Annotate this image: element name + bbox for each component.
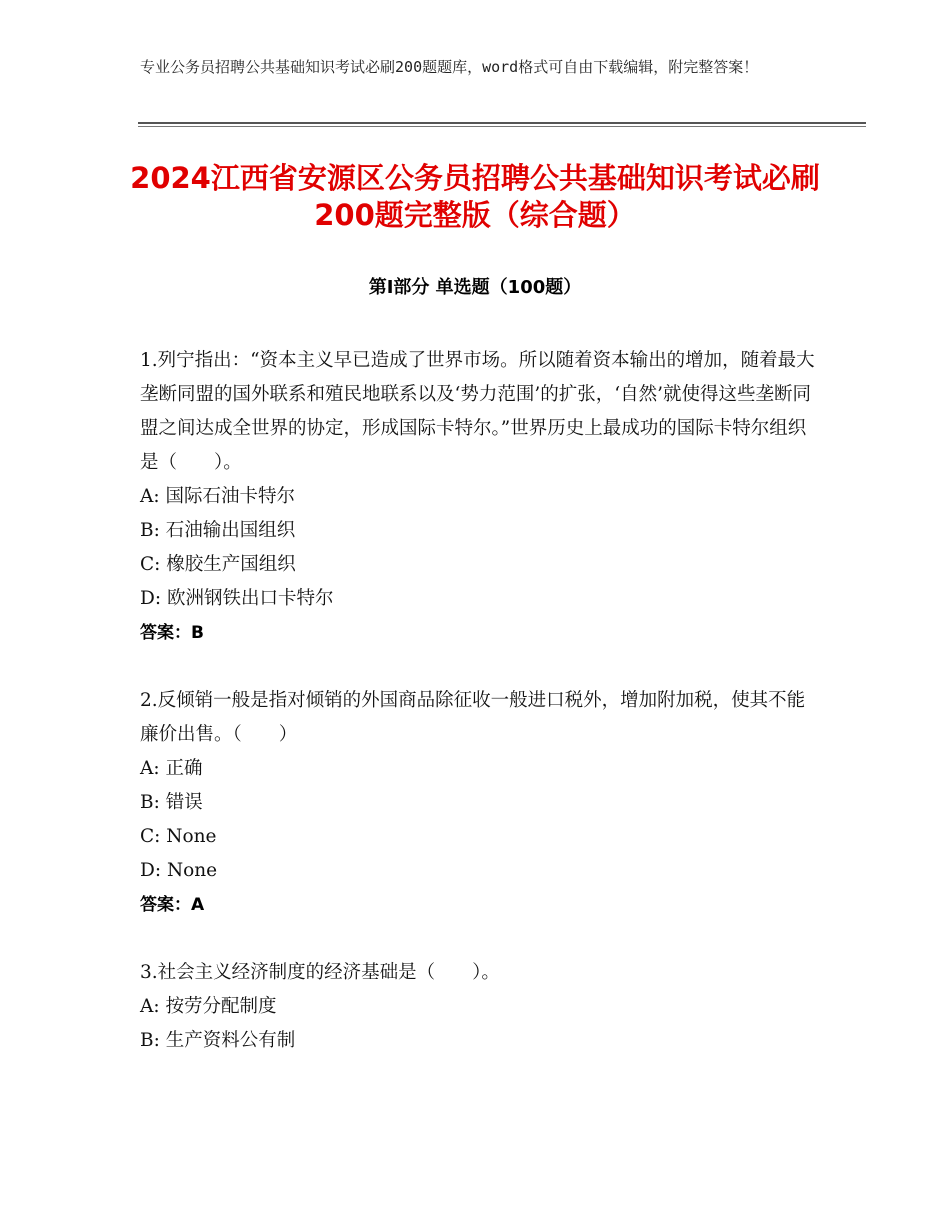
option-c: C: 橡胶生产国组织 [140, 554, 296, 575]
question-stem: 3.社会主义经济制度的经济基础是（ ）。 [140, 962, 500, 983]
option-b: B: 石油输出国组织 [140, 520, 296, 541]
answer: 答案：A [140, 895, 205, 915]
option-a: A: 按劳分配制度 [140, 996, 277, 1017]
question-list [140, 344, 820, 1092]
option-a: A: 正确 [140, 758, 203, 779]
answer: 答案：B [140, 623, 204, 643]
document-title: 2024江西省安源区公务员招聘公共基础知识考试必刷200题完整版（综合题） [130, 161, 820, 232]
option-a: A: 国际石油卡特尔 [140, 486, 295, 507]
question-stem: 1.列宁指出：“资本主义早已造成了世界市场。所以随着资本输出的增加，随着最大垄断同盟的国外联系和殖民地联系以及‘势力范围’的扩张，‘自然’就使得这些垄断同盟之间达成全世界的协定，形成国际卡特尔。”世界历史上最成功的国际卡特尔组织是（ ）。 [140, 350, 815, 473]
question-1 [140, 344, 820, 650]
header-divider-thick [138, 122, 866, 124]
option-b: B: 错误 [140, 792, 203, 813]
question-2 [140, 684, 820, 922]
section-heading: 第Ⅰ部分 单选题（100题） [368, 277, 582, 298]
option-b: B: 生产资料公有制 [140, 1030, 296, 1051]
question-stem: 2.反倾销一般是指对倾销的外国商品除征收一般进口税外，增加附加税，使其不能廉价出售。（ ） [140, 690, 806, 745]
option-c: C: None [140, 826, 217, 847]
option-d: D: 欧洲钢铁出口卡特尔 [140, 588, 334, 609]
option-d: D: None [140, 860, 218, 881]
header-divider-thin [138, 126, 866, 127]
header-note: 专业公务员招聘公共基础知识考试必刷200题题库，word格式可自由下载编辑，附完整答案！ [140, 58, 759, 76]
question-3 [140, 956, 820, 1058]
